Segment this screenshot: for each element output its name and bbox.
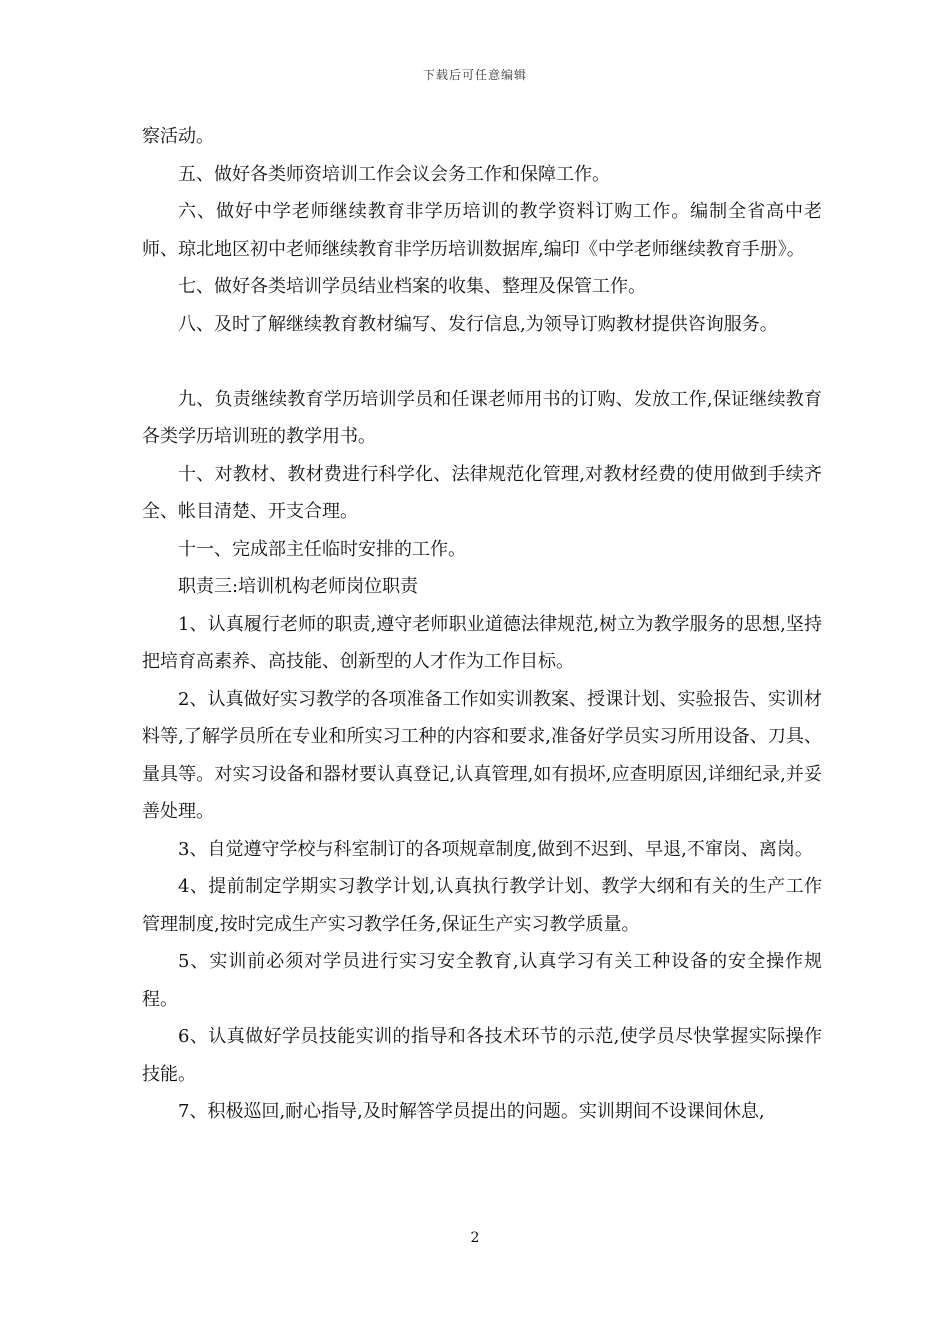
section-heading: 职责三:培训机构老师岗位职责 — [178, 576, 419, 597]
duty-item-5: 5、实训前必须对学员进行实习安全教育,认真学习有关工种设备的安全操作规程。 — [142, 951, 822, 1010]
duty-item-7: 7、积极巡回,耐心指导,及时解答学员提出的问题。实训期间不设课间休息, — [178, 1101, 765, 1122]
document-body — [142, 118, 822, 1131]
paragraph-item-11: 十一、完成部主任临时安排的工作。 — [178, 538, 466, 560]
page-number: 2 — [470, 1230, 480, 1246]
duty-item-2: 2、认真做好实习教学的各项准备工作如实训教案、授课计划、实验报告、实训材料等,了解学员所在专业和所实习工种的内容和要求,准备好学员实习所用设备、刀具、量具等。对实习设备和器材要认真登记,认真管理,如有损坏,应查明原因,详细纪录,并妥善处理。 — [142, 688, 822, 822]
paragraph-gap — [142, 343, 822, 381]
paragraph-continuation: 察活动。 — [142, 126, 214, 147]
duty-item-6: 6、认真做好学员技能实训的指导和各技术环节的示范,使学员尽快掌握实际操作技能。 — [142, 1026, 822, 1085]
page-header: 下载后可任意编辑 — [422, 68, 527, 82]
paragraph-item-8: 八、及时了解继续教育教材编写、发行信息,为领导订购教材提供咨询服务。 — [178, 313, 778, 335]
paragraph-item-9: 九、负责继续教育学历培训学员和任课老师用书的订购、发放工作,保证继续教育各类学历培训班的教学用书。 — [142, 388, 822, 447]
duty-item-1: 1、认真履行老师的职责,遵守老师职业道德法律规范,树立为教学服务的思想,坚持把培育高素养、高技能、创新型的人才作为工作目标。 — [142, 613, 822, 672]
duty-item-4: 4、提前制定学期实习教学计划,认真执行教学计划、教学大纲和有关的生产工作管理制度,按时完成生产实习教学任务,保证生产实习教学质量。 — [142, 876, 822, 935]
paragraph-item-5: 五、做好各类师资培训工作会议会务工作和保障工作。 — [178, 163, 610, 185]
paragraph-item-7: 七、做好各类培训学员结业档案的收集、整理及保管工作。 — [178, 276, 646, 297]
paragraph-item-6: 六、做好中学老师继续教育非学历培训的教学资料订购工作。编制全省高中老师、琼北地区初中老师继续教育非学历培训数据库,编印《中学老师继续教育手册》。 — [142, 201, 822, 260]
duty-item-3: 3、自觉遵守学校与科室制订的各项规章制度,做到不迟到、早退,不窜岗、离岗。 — [178, 838, 813, 860]
paragraph-item-10: 十、对教材、教材费进行科学化、法律规范化管理,对教材经费的使用做到手续齐全、帐目清楚、开支合理。 — [142, 463, 822, 522]
